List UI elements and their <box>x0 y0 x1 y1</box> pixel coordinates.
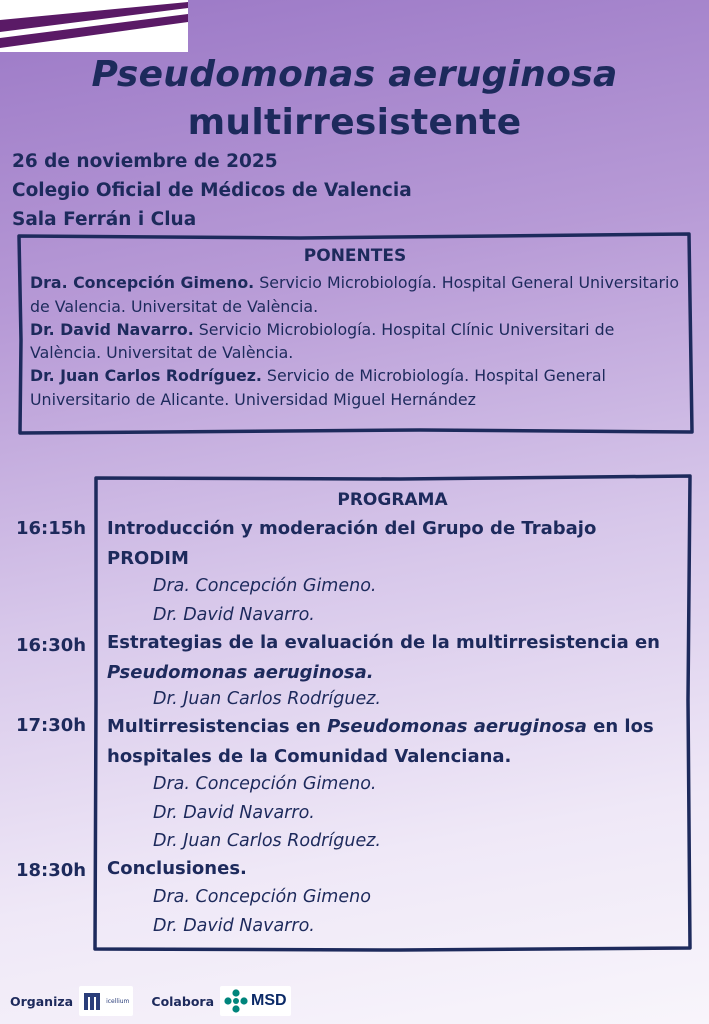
session-title <box>107 854 682 884</box>
presenter: Dr. David Navarro. <box>153 802 315 823</box>
icellium-logo-icon <box>83 990 105 1012</box>
speaker-name: Dra. Concepción Gimeno. <box>30 273 255 293</box>
ponentes-section <box>30 245 680 411</box>
speaker-name: Dr. Juan Carlos Rodríguez. <box>30 366 262 386</box>
colabora-label: Colabora <box>151 993 215 1009</box>
speaker-rodriguez <box>30 364 680 411</box>
event-date: 26 de noviembre de 2025 <box>12 151 278 172</box>
session-title-text: Introducción y moderación del Grupo de Trabajo PRODIM <box>107 518 597 569</box>
session-time: 16:30h <box>16 635 87 656</box>
event-info <box>12 147 412 234</box>
session-title-text: Conclusiones. <box>107 858 247 879</box>
msd-logo-icon <box>224 989 248 1013</box>
presenter: Dr. David Navarro. <box>153 604 315 625</box>
session-presenters <box>153 572 376 629</box>
session-presenters <box>153 883 371 940</box>
presenter: Dr. Juan Carlos Rodríguez. <box>153 689 381 709</box>
programa-heading: PROGRAMA <box>337 490 448 510</box>
session-title <box>107 514 682 574</box>
speaker-gimeno <box>30 271 680 318</box>
msd-logo-text: MSD <box>251 992 287 1009</box>
session-title <box>107 628 682 688</box>
title-line-1: Pseudomonas aeruginosa <box>91 54 618 95</box>
speaker-affiliation: Servicio de Microbiología. Hospital General Universitario de Alicante. Universidad Miguel Hernández <box>30 366 606 409</box>
event-room: Sala Ferrán i Clua <box>12 209 197 230</box>
session-time: 16:15h <box>16 518 87 539</box>
session-presenters <box>153 770 381 856</box>
icellium-logo-text: icellium <box>106 997 130 1005</box>
session-time: 18:30h <box>16 860 87 881</box>
session-title-text: Estrategias de la evaluación de la multirresistencia en <box>107 632 660 653</box>
session-title-italic: Pseudomonas aeruginosa <box>327 716 587 737</box>
title-line-2: multirresistente <box>187 102 522 143</box>
speaker-name: Dr. David Navarro. <box>30 319 194 339</box>
presenter: Dr. David Navarro. <box>153 915 315 936</box>
session-presenters <box>153 685 381 714</box>
session-title-text: en los hospitales de la Comunidad Valenciana. <box>107 716 654 767</box>
session-title-text: Multirresistencias en <box>107 716 328 737</box>
footer <box>10 986 309 1016</box>
event-venue: Colegio Oficial de Médicos de Valencia <box>12 180 412 201</box>
session-time: 17:30h <box>16 715 87 736</box>
speaker-affiliation: Servicio Microbiología. Hospital General Universitario de Valencia. Universitat de València. <box>30 273 680 316</box>
presenter: Dra. Concepción Gimeno. <box>153 576 377 596</box>
speaker-navarro <box>30 318 680 365</box>
session-title-italic: Pseudomonas aeruginosa. <box>107 662 374 683</box>
corner-logo <box>0 0 188 52</box>
presenter: Dr. Juan Carlos Rodríguez. <box>153 831 381 851</box>
session-title <box>107 712 682 772</box>
corner-stripes-graphic <box>0 0 188 52</box>
speaker-affiliation: Servicio Microbiología. Hospital Clínic Universitari de València. Universitat de València. <box>30 319 615 363</box>
icellium-logo <box>79 986 133 1016</box>
ponentes-heading: PONENTES <box>303 246 407 266</box>
organiza-label: Organiza <box>10 993 74 1009</box>
msd-logo <box>220 986 291 1016</box>
presenter: Dra. Concepción Gimeno <box>153 887 371 907</box>
presenter: Dra. Concepción Gimeno. <box>153 774 377 794</box>
